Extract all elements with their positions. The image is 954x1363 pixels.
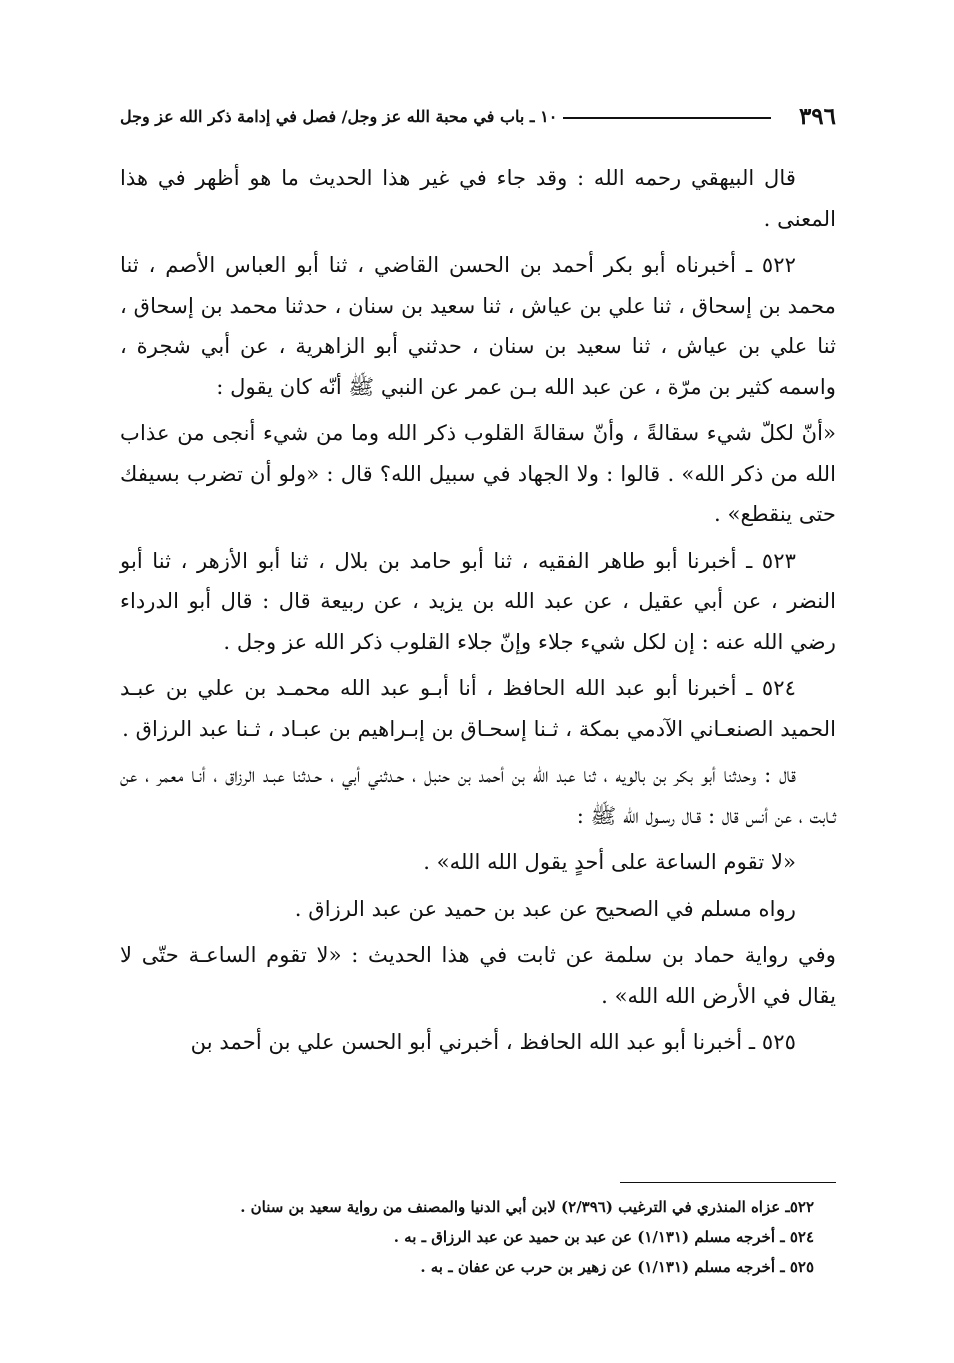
hadith-524-variant: وفي رواية حماد بن سلمة عن ثابت في هذا الحديث : «لا تقوم الساعـة حتّى لا يقال في الأرض الله الله» .: [120, 942, 836, 1008]
header-rule: [563, 117, 771, 119]
footnotes: [120, 1192, 836, 1282]
page-number: ٣٩٦: [798, 102, 836, 130]
hadith-523: ٥٢٣ ـ أخبرنا أبو طاهر الفقيه ، ثنا أبو حامد بن بلال ، ثنا أبو الأزهر ، ثنا أبو النضر ، عن أبي عقيل ، عن عبد الله بن يزيد ، عن ربيعة قال : قال أبو الدرداء رضي الله عنه : إن لكل شيء جلاء وإنّ جلاء القلوب ذكر الله عز وجل .: [120, 547, 836, 654]
footnote-522: ٥٢٢ـ عزاه المنذري في الترغيب (٢/٣٩٦) لابن أبي الدنيا والمصنف من رواية سعيد بن سنان .: [240, 1198, 814, 1216]
hadith-524-muslim-note: رواه مسلم في الصحيح عن عبد بن حميد عن عبد الرزاق .: [294, 895, 796, 921]
footnote-rule: [620, 1182, 836, 1183]
hadith-522-isnad: ٥٢٢ ـ أخبرناه أبو بكر أحمد بن الحسن القاضي ، ثنا أبو العباس الأصم ، ثنا محمد بن إسحاق ، ثنا علي بن عياش ، ثنا سعيد بن سنان ، حدثنا محمد بن إسحاق ، ثنا علي بن عياش ، ثنا سعيد بن سنان ، حدثني أبو الزاهرية ، عن أبي شجرة ، واسمه كثير بن مرّة ، عن عبد الله بـن عمر عن النبي ﷺ أنّه كان يقول :: [120, 252, 836, 399]
paragraph-intro: قال البيهقي رحمه الله : وقد جاء في غير هذا الحديث ما هو أظهر في هذا المعنى .: [120, 165, 836, 231]
hadith-525-isnad: ٥٢٥ ـ أخبرنا أبو عبد الله الحافظ ، أخبرني أبو الحسن علي بن أحمد بن: [190, 1029, 796, 1054]
page-header: [120, 96, 836, 136]
running-title: ١٠ ـ باب في محبة الله عز وجل/ فصل في إدامة ذكر الله عز وجل: [120, 106, 558, 126]
hadith-522-text: «أنّ لكلّ شيء سقالةً ، وأنّ سقالةَ القلوب ذكر الله وما من شيء أنجى من عذاب الله من ذكر الله» . قالوا : ولا الجهاد في سبيل الله؟ قال : «ولو أن تضرب بسيفك حتى ينقطع» .: [120, 420, 836, 526]
main-text: [120, 158, 836, 1069]
hadith-524-isnad: ٥٢٤ ـ أخبرنا أبو عبد الله الحافظ ، أنا أبـو عبد الله محمـد بن علي بن عبـد الحميد الصنعـاني الآدمي بمكة ، ثـنا إسحـاق بن إبـراهيم بن عبـاد ، ثـنا عبد الرزاق .: [120, 675, 836, 741]
hadith-524-text: «لا تقوم الساعة على أحدٍ يقول الله الله» .: [423, 849, 796, 874]
footnote-524: ٥٢٤ ـ أخرجه مسلم (١/١٣١) عن عبد بن حميد عن عبد الرزاق ـ به .: [393, 1228, 814, 1246]
hadith-524-second-isnad: قال : وحدثنا أبو بكر بن بالويه ، ثنا عبد الله بن أحمد بن حنبل ، حـدثني أبي ، حـدثنا عبـد الرزاق ، أنـا معمر ، عن ثـابت ، عن أنس قال : قـال رسـول الله ﷺ :: [120, 762, 836, 828]
footnote-525: ٥٢٥ ـ أخرجه مسلم (١/١٣١) عن زهير بن حرب عن عفان ـ به .: [420, 1258, 814, 1276]
